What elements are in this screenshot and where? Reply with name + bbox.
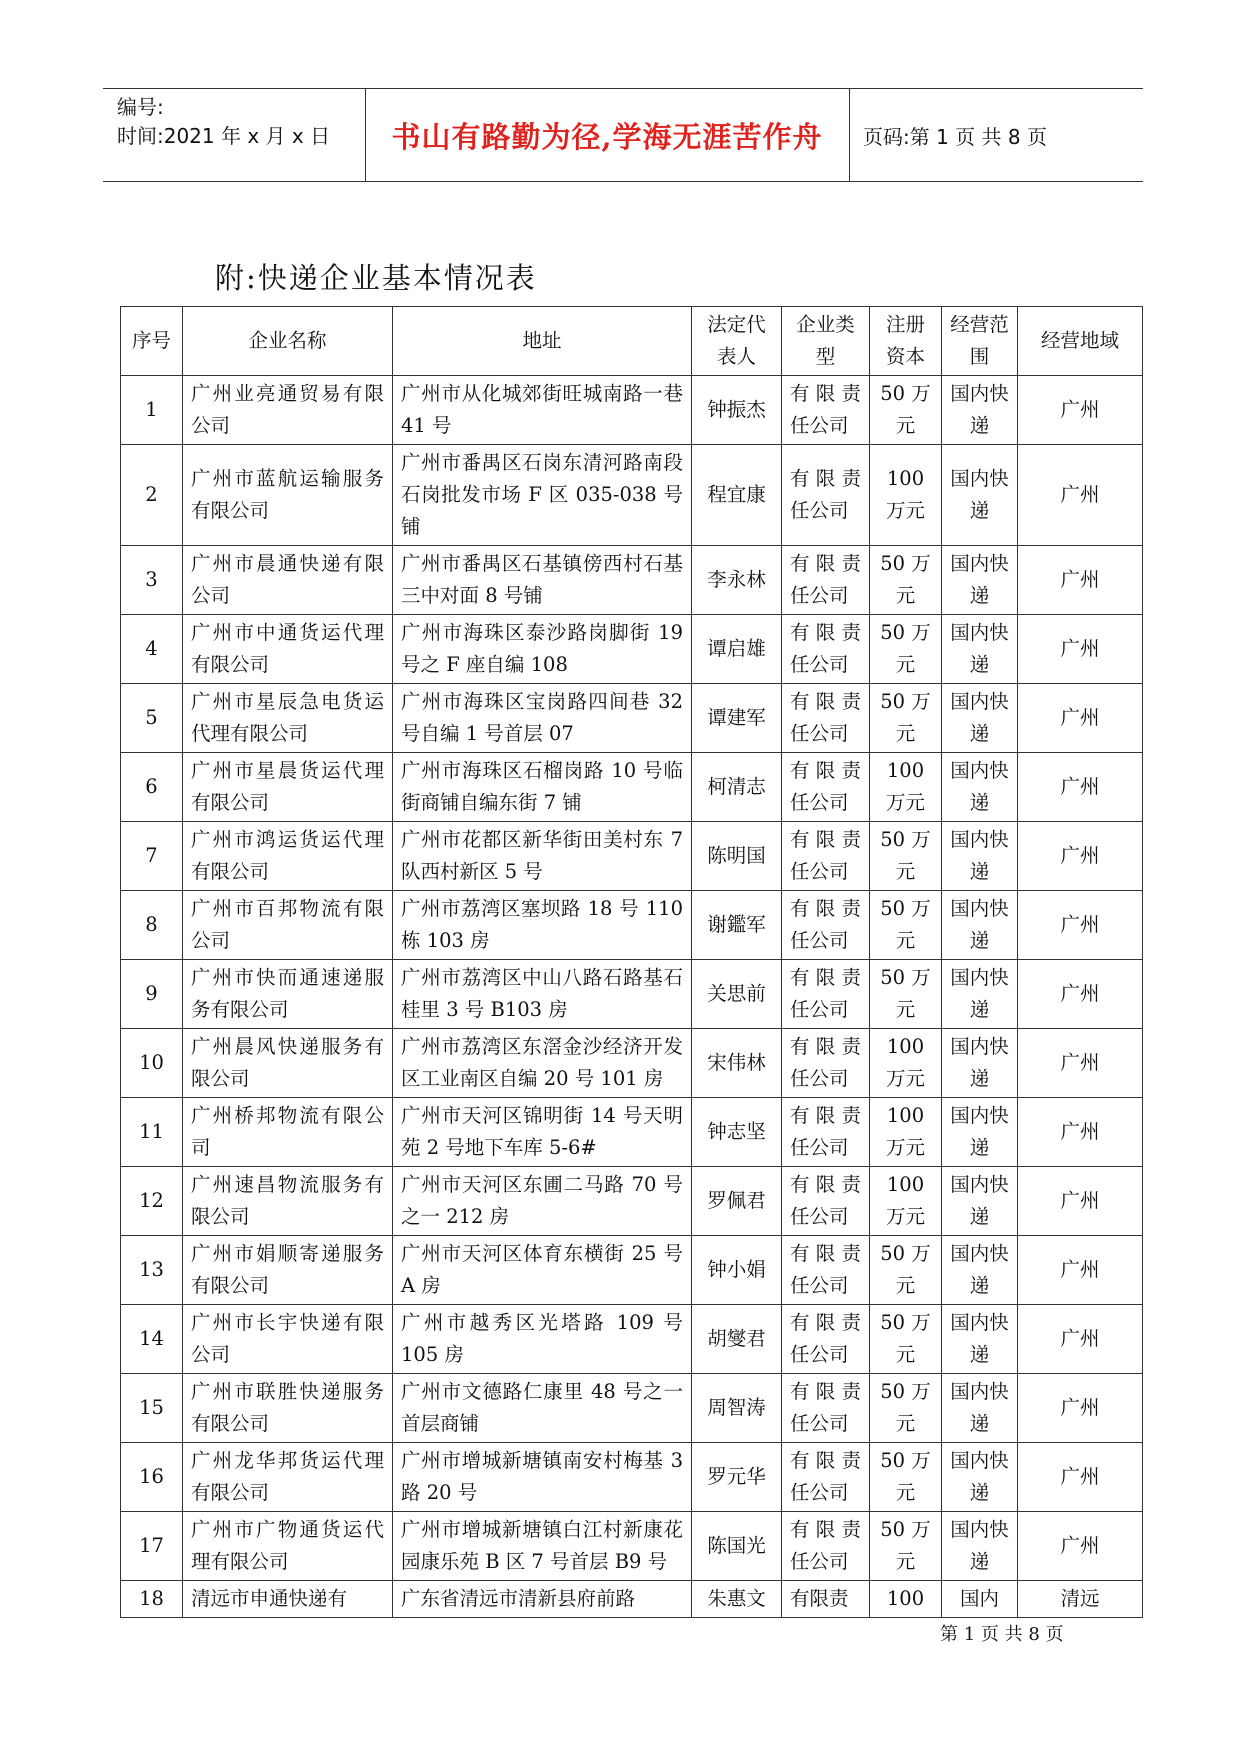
cell-company-type: 有限责任公司 (782, 1098, 870, 1167)
cell-business-scope: 国内 (942, 1581, 1018, 1618)
cell-address: 广州市越秀区光塔路 109 号 105 房 (393, 1305, 692, 1374)
cell-business-region: 广州 (1018, 960, 1143, 1029)
cell-index: 9 (121, 960, 183, 1029)
cell-business-scope: 国内快递 (942, 1443, 1018, 1512)
cell-registered-capital: 100 万元 (870, 1029, 942, 1098)
cell-company-name: 广州市星辰急电货运代理有限公司 (183, 684, 393, 753)
cell-index: 6 (121, 753, 183, 822)
col-header-type: 企业类型 (782, 307, 870, 376)
header-divider (365, 89, 366, 181)
cell-legal-rep: 钟志坚 (692, 1098, 782, 1167)
cell-registered-capital: 50 万元 (870, 960, 942, 1029)
cell-company-type: 有限责任公司 (782, 1305, 870, 1374)
cell-legal-rep: 罗佩君 (692, 1167, 782, 1236)
cell-company-type: 有限责任公司 (782, 1167, 870, 1236)
cell-company-type: 有限责任公司 (782, 1443, 870, 1512)
cell-business-region: 广州 (1018, 376, 1143, 445)
cell-business-region: 广州 (1018, 1236, 1143, 1305)
cell-business-region: 广州 (1018, 1512, 1143, 1581)
cell-business-region: 广州 (1018, 1305, 1143, 1374)
cell-business-scope: 国内快递 (942, 684, 1018, 753)
col-header-capital: 注册资本 (870, 307, 942, 376)
cell-registered-capital: 50 万元 (870, 891, 942, 960)
cell-index: 2 (121, 445, 183, 546)
cell-address: 广州市荔湾区中山八路石路基石桂里 3 号 B103 房 (393, 960, 692, 1029)
cell-legal-rep: 胡燮君 (692, 1305, 782, 1374)
col-header-index: 序号 (121, 307, 183, 376)
table-row (121, 891, 1143, 960)
cell-legal-rep: 谢鑑军 (692, 891, 782, 960)
cell-index: 7 (121, 822, 183, 891)
cell-company-name: 广州业亮通贸易有限公司 (183, 376, 393, 445)
cell-registered-capital: 50 万元 (870, 1443, 942, 1512)
cell-registered-capital: 50 万元 (870, 376, 942, 445)
cell-index: 3 (121, 546, 183, 615)
page-footer: 第 1 页 共 8 页 (940, 1624, 1064, 1645)
cell-company-name: 广州龙华邦货运代理有限公司 (183, 1443, 393, 1512)
table-row (121, 445, 1143, 546)
cell-legal-rep: 朱惠文 (692, 1581, 782, 1618)
cell-business-scope: 国内快递 (942, 546, 1018, 615)
cell-company-name: 广州市快而通速递服务有限公司 (183, 960, 393, 1029)
cell-legal-rep: 宋伟林 (692, 1029, 782, 1098)
cell-index: 16 (121, 1443, 183, 1512)
cell-company-type: 有限责任公司 (782, 684, 870, 753)
cell-business-scope: 国内快递 (942, 753, 1018, 822)
cell-index: 1 (121, 376, 183, 445)
cell-legal-rep: 谭建军 (692, 684, 782, 753)
cell-business-scope: 国内快递 (942, 615, 1018, 684)
cell-legal-rep: 周智涛 (692, 1374, 782, 1443)
cell-business-region: 广州 (1018, 445, 1143, 546)
table-row (121, 684, 1143, 753)
cell-company-name: 广州市中通货运代理有限公司 (183, 615, 393, 684)
cell-business-region: 清远 (1018, 1581, 1143, 1618)
cell-legal-rep: 钟小娟 (692, 1236, 782, 1305)
table-row (121, 1098, 1143, 1167)
cell-company-type: 有限责任公司 (782, 960, 870, 1029)
table-row (121, 1305, 1143, 1374)
cell-business-scope: 国内快递 (942, 1167, 1018, 1236)
cell-legal-rep: 钟振杰 (692, 376, 782, 445)
cell-address: 广州市番禺区石基镇傍西村石基三中对面 8 号铺 (393, 546, 692, 615)
cell-legal-rep: 程宜康 (692, 445, 782, 546)
cell-legal-rep: 罗元华 (692, 1443, 782, 1512)
cell-business-scope: 国内快递 (942, 445, 1018, 546)
cell-business-scope: 国内快递 (942, 1098, 1018, 1167)
cell-business-scope: 国内快递 (942, 1029, 1018, 1098)
cell-business-scope: 国内快递 (942, 891, 1018, 960)
cell-business-scope: 国内快递 (942, 822, 1018, 891)
cell-company-name: 广州市晨通快递有限公司 (183, 546, 393, 615)
col-header-address: 地址 (393, 307, 692, 376)
table-row (121, 1029, 1143, 1098)
table-row (121, 376, 1143, 445)
cell-index: 18 (121, 1581, 183, 1618)
table-row (121, 1443, 1143, 1512)
cell-legal-rep: 谭启雄 (692, 615, 782, 684)
cell-business-region: 广州 (1018, 684, 1143, 753)
cell-address: 广州市天河区体育东横街 25 号 A 房 (393, 1236, 692, 1305)
cell-legal-rep: 陈国光 (692, 1512, 782, 1581)
cell-business-scope: 国内快递 (942, 1236, 1018, 1305)
cell-company-name: 广州市百邦物流有限公司 (183, 891, 393, 960)
table-row (121, 1581, 1143, 1618)
cell-business-region: 广州 (1018, 822, 1143, 891)
cell-address: 广州市增城新塘镇白江村新康花园康乐苑 B 区 7 号首层 B9 号 (393, 1512, 692, 1581)
table-row (121, 1167, 1143, 1236)
cell-legal-rep: 关思前 (692, 960, 782, 1029)
table-row (121, 1236, 1143, 1305)
cell-address: 广州市天河区东圃二马路 70 号之一 212 房 (393, 1167, 692, 1236)
cell-company-type: 有限责 (782, 1581, 870, 1618)
table-row (121, 960, 1143, 1029)
cell-company-name: 广州市联胜快递服务有限公司 (183, 1374, 393, 1443)
cell-company-name: 广州市星晨货运代理有限公司 (183, 753, 393, 822)
cell-company-name: 广州速昌物流服务有限公司 (183, 1167, 393, 1236)
cell-business-region: 广州 (1018, 891, 1143, 960)
cell-business-region: 广州 (1018, 546, 1143, 615)
cell-business-region: 广州 (1018, 1443, 1143, 1512)
col-header-scope: 经营范围 (942, 307, 1018, 376)
cell-company-name: 广州晨风快递服务有限公司 (183, 1029, 393, 1098)
cell-index: 11 (121, 1098, 183, 1167)
table-row (121, 753, 1143, 822)
cell-index: 4 (121, 615, 183, 684)
cell-address: 广东省清远市清新县府前路 (393, 1581, 692, 1618)
header-page-info: 页码:第 1 页 共 8 页 (863, 124, 1047, 149)
cell-registered-capital: 50 万元 (870, 1512, 942, 1581)
table-header-row (121, 307, 1143, 376)
col-header-region: 经营地域 (1018, 307, 1143, 376)
cell-address: 广州市番禺区石岗东清河路南段石岗批发市场 F 区 035-038 号铺 (393, 445, 692, 546)
cell-company-name: 广州市长宇快递有限公司 (183, 1305, 393, 1374)
cell-address: 广州市海珠区石榴岗路 10 号临街商铺自编东街 7 铺 (393, 753, 692, 822)
cell-company-type: 有限责任公司 (782, 376, 870, 445)
courier-companies-table (120, 306, 1143, 1618)
cell-index: 14 (121, 1305, 183, 1374)
cell-company-type: 有限责任公司 (782, 1236, 870, 1305)
cell-registered-capital: 50 万元 (870, 1374, 942, 1443)
cell-index: 13 (121, 1236, 183, 1305)
cell-business-scope: 国内快递 (942, 960, 1018, 1029)
cell-registered-capital: 100 (870, 1581, 942, 1618)
serial-label: 编号: (117, 95, 164, 119)
cell-registered-capital: 50 万元 (870, 822, 942, 891)
cell-company-name: 广州市蓝航运输服务有限公司 (183, 445, 393, 546)
cell-registered-capital: 50 万元 (870, 546, 942, 615)
cell-company-type: 有限责任公司 (782, 822, 870, 891)
cell-company-type: 有限责任公司 (782, 546, 870, 615)
cell-address: 广州市海珠区泰沙路岗脚街 19 号之 F 座自编 108 (393, 615, 692, 684)
cell-business-scope: 国内快递 (942, 1512, 1018, 1581)
cell-company-type: 有限责任公司 (782, 445, 870, 546)
cell-index: 10 (121, 1029, 183, 1098)
cell-address: 广州市花都区新华街田美村东 7 队西村新区 5 号 (393, 822, 692, 891)
cell-company-name: 广州市鸿运货运代理有限公司 (183, 822, 393, 891)
cell-registered-capital: 100 万元 (870, 753, 942, 822)
table-body (121, 376, 1143, 1618)
header-left (117, 93, 362, 151)
cell-index: 15 (121, 1374, 183, 1443)
cell-company-type: 有限责任公司 (782, 1029, 870, 1098)
cell-registered-capital: 50 万元 (870, 1305, 942, 1374)
table-row (121, 1374, 1143, 1443)
cell-company-type: 有限责任公司 (782, 615, 870, 684)
cell-legal-rep: 李永林 (692, 546, 782, 615)
cell-company-name: 广州市娟顺寄递服务有限公司 (183, 1236, 393, 1305)
cell-business-region: 广州 (1018, 753, 1143, 822)
cell-index: 8 (121, 891, 183, 960)
cell-company-type: 有限责任公司 (782, 1512, 870, 1581)
cell-registered-capital: 100 万元 (870, 445, 942, 546)
cell-business-region: 广州 (1018, 1374, 1143, 1443)
cell-index: 12 (121, 1167, 183, 1236)
cell-business-scope: 国内快递 (942, 376, 1018, 445)
time-label: 时间:2021 年 x 月 x 日 (117, 124, 331, 148)
cell-company-type: 有限责任公司 (782, 891, 870, 960)
table-row (121, 615, 1143, 684)
cell-address: 广州市文德路仁康里 48 号之一首层商铺 (393, 1374, 692, 1443)
cell-company-type: 有限责任公司 (782, 753, 870, 822)
page-header (103, 88, 1143, 182)
cell-registered-capital: 50 万元 (870, 684, 942, 753)
cell-address: 广州市荔湾区塞坝路 18 号 110 栋 103 房 (393, 891, 692, 960)
page-title: 附:快递企业基本情况表 (215, 261, 537, 295)
cell-business-scope: 国内快递 (942, 1305, 1018, 1374)
table-row (121, 1512, 1143, 1581)
cell-index: 5 (121, 684, 183, 753)
cell-business-region: 广州 (1018, 1029, 1143, 1098)
cell-company-type: 有限责任公司 (782, 1374, 870, 1443)
cell-address: 广州市增城新塘镇南安村梅基 3 路 20 号 (393, 1443, 692, 1512)
cell-legal-rep: 柯清志 (692, 753, 782, 822)
col-header-company: 企业名称 (183, 307, 393, 376)
cell-address: 广州市从化城郊街旺城南路一巷 41 号 (393, 376, 692, 445)
cell-registered-capital: 100 万元 (870, 1098, 942, 1167)
cell-address: 广州市荔湾区东滘金沙经济开发区工业南区自编 20 号 101 房 (393, 1029, 692, 1098)
cell-registered-capital: 50 万元 (870, 615, 942, 684)
cell-company-name: 广州桥邦物流有限公司 (183, 1098, 393, 1167)
cell-index: 17 (121, 1512, 183, 1581)
header-divider (849, 89, 850, 181)
cell-business-scope: 国内快递 (942, 1374, 1018, 1443)
cell-company-name: 广州市广物通货运代理有限公司 (183, 1512, 393, 1581)
cell-legal-rep: 陈明国 (692, 822, 782, 891)
cell-business-region: 广州 (1018, 615, 1143, 684)
cell-company-name: 清远市申通快递有 (183, 1581, 393, 1618)
header-motto: 书山有路勤为径,学海无涯苦作舟 (391, 119, 823, 154)
cell-address: 广州市天河区锦明街 14 号天明苑 2 号地下车库 5-6# (393, 1098, 692, 1167)
cell-registered-capital: 50 万元 (870, 1236, 942, 1305)
table-row (121, 546, 1143, 615)
cell-address: 广州市海珠区宝岗路四间巷 32 号自编 1 号首层 07 (393, 684, 692, 753)
cell-business-region: 广州 (1018, 1167, 1143, 1236)
table-row (121, 822, 1143, 891)
cell-business-region: 广州 (1018, 1098, 1143, 1167)
col-header-legal-rep: 法定代表人 (692, 307, 782, 376)
cell-registered-capital: 100 万元 (870, 1167, 942, 1236)
